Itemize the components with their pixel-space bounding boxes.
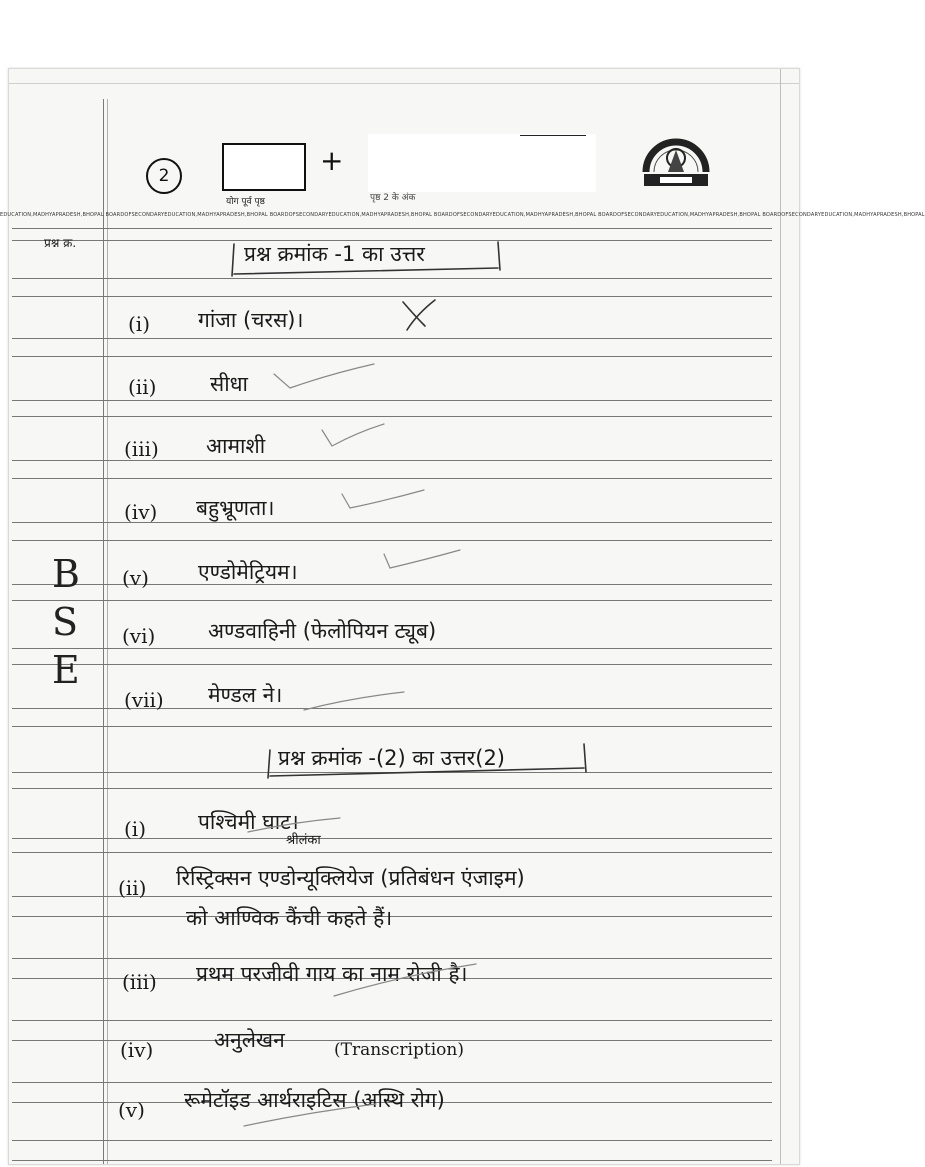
strike-mark-icon [240, 1100, 380, 1130]
ruled-line [12, 648, 772, 649]
ruled-line [12, 416, 772, 417]
ruled-line [12, 726, 772, 727]
sheet-top-line [9, 83, 799, 84]
answer-text: मेण्डल ने। [208, 683, 283, 707]
watermark-strip: EDUCATION,MADHYAPRADESH,BHOPAL BOARDOFSECONDARYEDUCATION,MADHYAPRADESH,BHOPAL BOARDOFSECONDARYEDUCATION,MADHYAPRADESH,BHOPAL BOARDOFSECONDARYEDUCATION,MADHYAPRADESH,BHOPAL BOARDOFSECONDARYEDUCATION,MADHYAPRADESH,BHOPAL BOARDOFSECONDARYEDUCATION,MADHYAPRADESH,BHOPAL [0, 212, 925, 218]
ruled-line [12, 664, 772, 665]
answer-text: रिस्ट्रिक्सन एण्डोन्यूक्लियेज (प्रतिबंधन एंजाइम) [176, 866, 525, 890]
answer-text-continued: (Transcription) [334, 1040, 464, 1060]
answer-number: (vii) [124, 688, 164, 712]
stamp-letter-e: E [52, 648, 80, 692]
answer-text: आमाशी [206, 434, 266, 458]
ruled-line [12, 400, 772, 401]
check-mark-icon [300, 688, 410, 718]
answer-number: (iii) [122, 970, 157, 994]
plus-sign: + [320, 144, 344, 177]
margin-line [107, 99, 108, 1164]
check-mark-icon [270, 360, 380, 394]
answer-text: सीधा [210, 372, 248, 396]
answer-number: (iii) [124, 437, 159, 461]
section1-heading: प्रश्न क्रमांक -1 का उत्तर [244, 242, 425, 266]
answer-text: अण्डवाहिनी (फेलोपियन ट्यूब) [208, 619, 437, 643]
ruled-line [12, 1140, 772, 1141]
ruled-line [12, 540, 772, 541]
answer-text: बहुभ्रूणता। [196, 496, 275, 520]
ruled-line [12, 1082, 772, 1083]
answer-text: प्रथम परजीवी गाय का नाम रोजी है। [196, 962, 468, 986]
stamp-letter-s: S [52, 600, 79, 644]
answer-number: (i) [128, 312, 151, 336]
board-seal-icon [638, 128, 714, 188]
answer-text: गांजा (चरस)। [198, 308, 304, 332]
ruled-line [12, 296, 772, 297]
section2-heading: प्रश्न क्रमांक -(2) का उत्तर(2) [278, 746, 505, 770]
score-box [222, 143, 306, 191]
answer-text: अनुलेखन [214, 1028, 285, 1052]
check-mark-icon [318, 420, 388, 454]
ruled-line [12, 1020, 772, 1021]
page-number: 2 [146, 158, 182, 194]
answer-number: (v) [118, 1098, 145, 1122]
check-mark-icon [338, 486, 428, 516]
answer-text: रूमेटॉइड आर्थराइटिस (अस्थि रोग) [184, 1088, 445, 1112]
ruled-line [12, 852, 772, 853]
answer-note: श्रीलंका [286, 833, 321, 848]
answer-number: (iv) [124, 500, 158, 524]
heading-bracket-icon [264, 742, 594, 782]
answer-number: (i) [124, 817, 147, 841]
ruled-line [12, 958, 772, 959]
answer-text: पश्चिमी घाट। [198, 810, 299, 834]
ruled-line [12, 478, 772, 479]
page-caption: पृष्ठ 2 के अंक [370, 193, 416, 203]
ruled-line [12, 228, 772, 229]
sheet-edge [780, 69, 781, 1164]
question-number-label: प्रश्न क्र. [44, 236, 77, 250]
redacted-line [520, 135, 586, 136]
answer-number: (ii) [118, 876, 147, 900]
answer-number: (iv) [120, 1038, 154, 1062]
ruled-line [12, 788, 772, 789]
ruled-line [12, 600, 772, 601]
cross-mark-icon [395, 296, 445, 332]
score-caption: योग पूर्व पृष्ठ [226, 197, 265, 207]
answer-number: (ii) [128, 375, 157, 399]
answer-number: (vi) [122, 624, 156, 648]
ruled-line [12, 356, 772, 357]
answer-text: एण्डोमेट्रियम। [198, 560, 298, 584]
ruled-line [12, 338, 772, 339]
heading-bracket-icon [228, 240, 508, 280]
stamp-letter-b: B [52, 552, 80, 596]
redacted-area [368, 134, 596, 192]
answer-text-continued: को आण्विक कैंची कहते हैं। [186, 906, 393, 930]
strike-mark-icon [244, 816, 344, 836]
answer-number: (v) [122, 566, 149, 590]
strike-mark-icon [330, 960, 480, 1000]
check-mark-icon [380, 546, 464, 576]
ruled-line [12, 1160, 772, 1161]
margin-line [103, 99, 104, 1164]
